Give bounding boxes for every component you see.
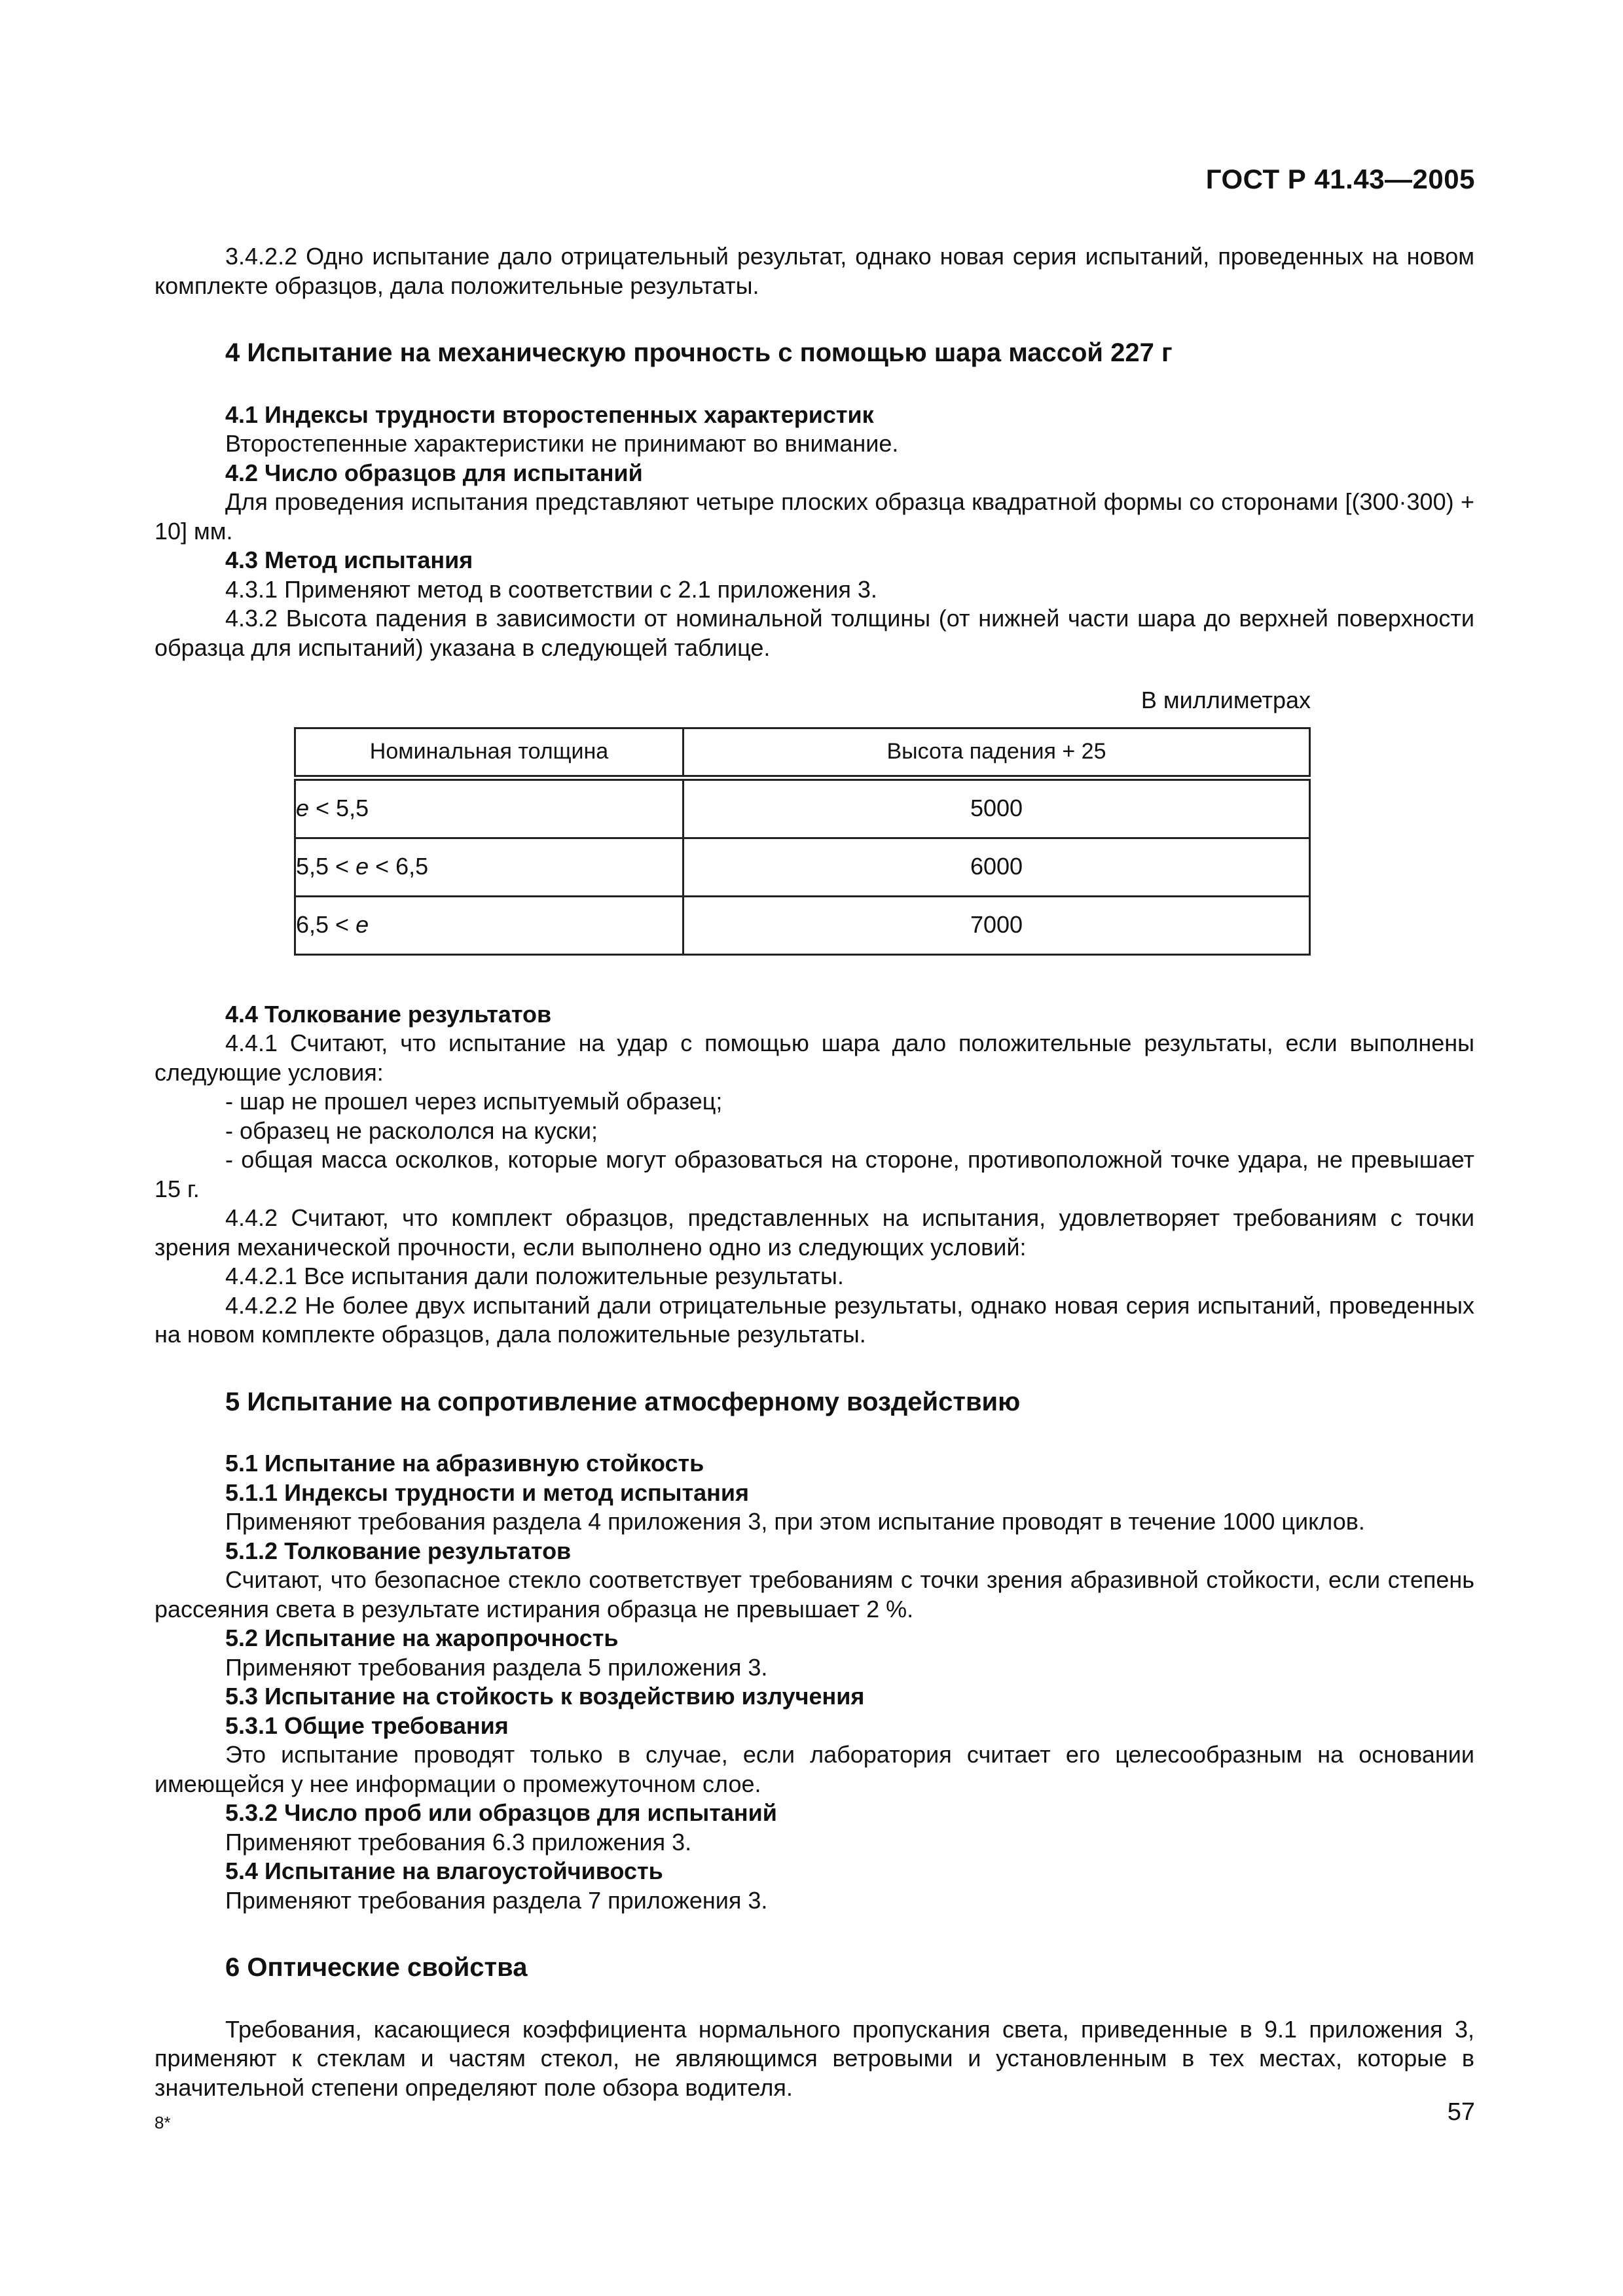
subheading-5-3-1: 5.3.1 Общие требования [225,1712,509,1739]
table-header-cell: Номинальная толщина [295,728,684,778]
thickness-suffix: < 6,5 [369,853,429,880]
table-cell-height: 5000 [684,778,1310,838]
table-row [295,838,1310,896]
paragraph: Для проведения испытания представляют четыре плоских образца квадратной формы со сторонами [(300·300) + 10] мм. [155,488,1474,545]
paragraph: 4.4.2.1 Все испытания дали положительные результаты. [225,1263,844,1289]
subheading-4-2: 4.2 Число образцов для испытаний [225,459,643,486]
table-row [295,896,1310,954]
thickness-symbol: e [296,795,310,822]
subheading-4-1: 4.1 Индексы трудности второстепенных характеристик [225,401,874,428]
thickness-symbol: e [356,911,369,939]
paragraph: Требования, касающиеся коэффициента нормального пропускания света, приведенные в 9.1 приложения 3, применяют к стеклам и частям стекол, не являющимся ветровыми и установленным в тех местах, которые в значительной степени определяют поле обзора водителя. [155,2015,1474,2101]
paragraph: Считают, что безопасное стекло соответствует требованиям с точки зрения абразивной стойкости, если степень рассеяния света в результате истирания образца не превышает 2 %. [155,1566,1474,1623]
paragraph: Это испытание проводят только в случае, если лаборатория считает его целесообразным на основании имеющейся у нее информации о промежуточном слое. [155,1741,1474,1797]
drop-height-table [294,727,1311,956]
table-header-row [295,728,1310,778]
document-body [155,242,1474,2102]
paragraph: 4.4.1 Считают, что испытание на удар с помощью шара дало положительные результаты, если выполнены следующие условия: [155,1030,1474,1086]
standard-number: ГОСТ Р 41.43—2005 [1205,164,1475,194]
table-cell-thickness [295,838,684,896]
subheading-5-3-2: 5.3.2 Число проб или образцов для испытаний [225,1799,777,1826]
paragraph: 4.3.2 Высота падения в зависимости от номинальной толщины (от нижней части шара до верхней поверхности образца для испытаний) указана в следующей таблице. [155,605,1474,661]
thickness-symbol: e [356,853,369,880]
table-row [295,778,1310,838]
table-unit-label: В миллиметрах [1140,687,1311,713]
list-item: - общая масса осколков, которые могут образоваться на стороне, противоположной точке удара, не превышает 15 г. [155,1146,1474,1202]
subheading-5-2: 5.2 Испытание на жаропрочность [225,1624,619,1651]
table-cell-height: 6000 [684,838,1310,896]
paragraph: Применяют требования раздела 7 приложения 3. [225,1886,768,1914]
thickness-suffix: < 5,5 [309,795,369,822]
table-cell-thickness [295,896,684,954]
table-cell-thickness [295,778,684,838]
subheading-5-4: 5.4 Испытание на влагоустойчивость [225,1857,663,1884]
paragraph: Применяют требования раздела 5 приложения 3. [225,1653,768,1681]
paragraph: Применяют требования 6.3 приложения 3. [225,1828,692,1856]
section-heading-5: 5 Испытание на сопротивление атмосферному воздействию [225,1387,1021,1416]
paragraph: 3.4.2.2 Одно испытание дало отрицательный результат, однако новая серия испытаний, проведенных на новом комплекте образцов, дала положительные результаты. [155,243,1474,299]
paragraph: 4.3.1 Применяют метод в соответствии с 2.1 приложения 3. [225,575,877,603]
subheading-5-1-1: 5.1.1 Индексы трудности и метод испытания [225,1479,750,1506]
thickness-prefix: 6,5 < [296,911,356,939]
table-cell-height: 7000 [684,896,1310,954]
subheading-5-1-2: 5.1.2 Толкование результатов [225,1537,572,1564]
list-item: - образец не раскололся на куски; [225,1117,598,1144]
paragraph: 4.4.2 Считают, что комплект образцов, представленных на испытания, удовлетворяет требованиям с точки зрения механической прочности, если выполнено одно из следующих условий: [155,1204,1474,1261]
paragraph: 4.4.2.2 Не более двух испытаний дали отрицательные результаты, однако новая серия испытаний, проведенных на новом комплекте образцов, дала положительные результаты. [155,1291,1474,1348]
section-heading-4: 4 Испытание на механическую прочность с помощью шара массой 227 г [225,338,1173,367]
signature-mark: 8* [155,2113,171,2132]
subheading-5-1: 5.1 Испытание на абразивную стойкость [225,1450,704,1477]
section-heading-6: 6 Оптические свойства [225,1953,528,1982]
subheading-4-3: 4.3 Метод испытания [225,547,473,573]
paragraph: Применяют требования раздела 4 приложения 3, при этом испытание проводят в течение 1000 циклов. [225,1508,1365,1535]
list-item: - шар не прошел через испытуемый образец; [225,1088,723,1115]
paragraph: Второстепенные характеристики не принимают во внимание. [225,430,899,457]
subheading-4-4: 4.4 Толкование результатов [225,1000,552,1028]
page-number: 57 [1447,2098,1475,2126]
thickness-prefix: 5,5 < [296,853,356,880]
subheading-5-3: 5.3 Испытание на стойкость к воздействию излучения [225,1683,865,1710]
table-header-cell: Высота падения + 25 [684,728,1310,778]
